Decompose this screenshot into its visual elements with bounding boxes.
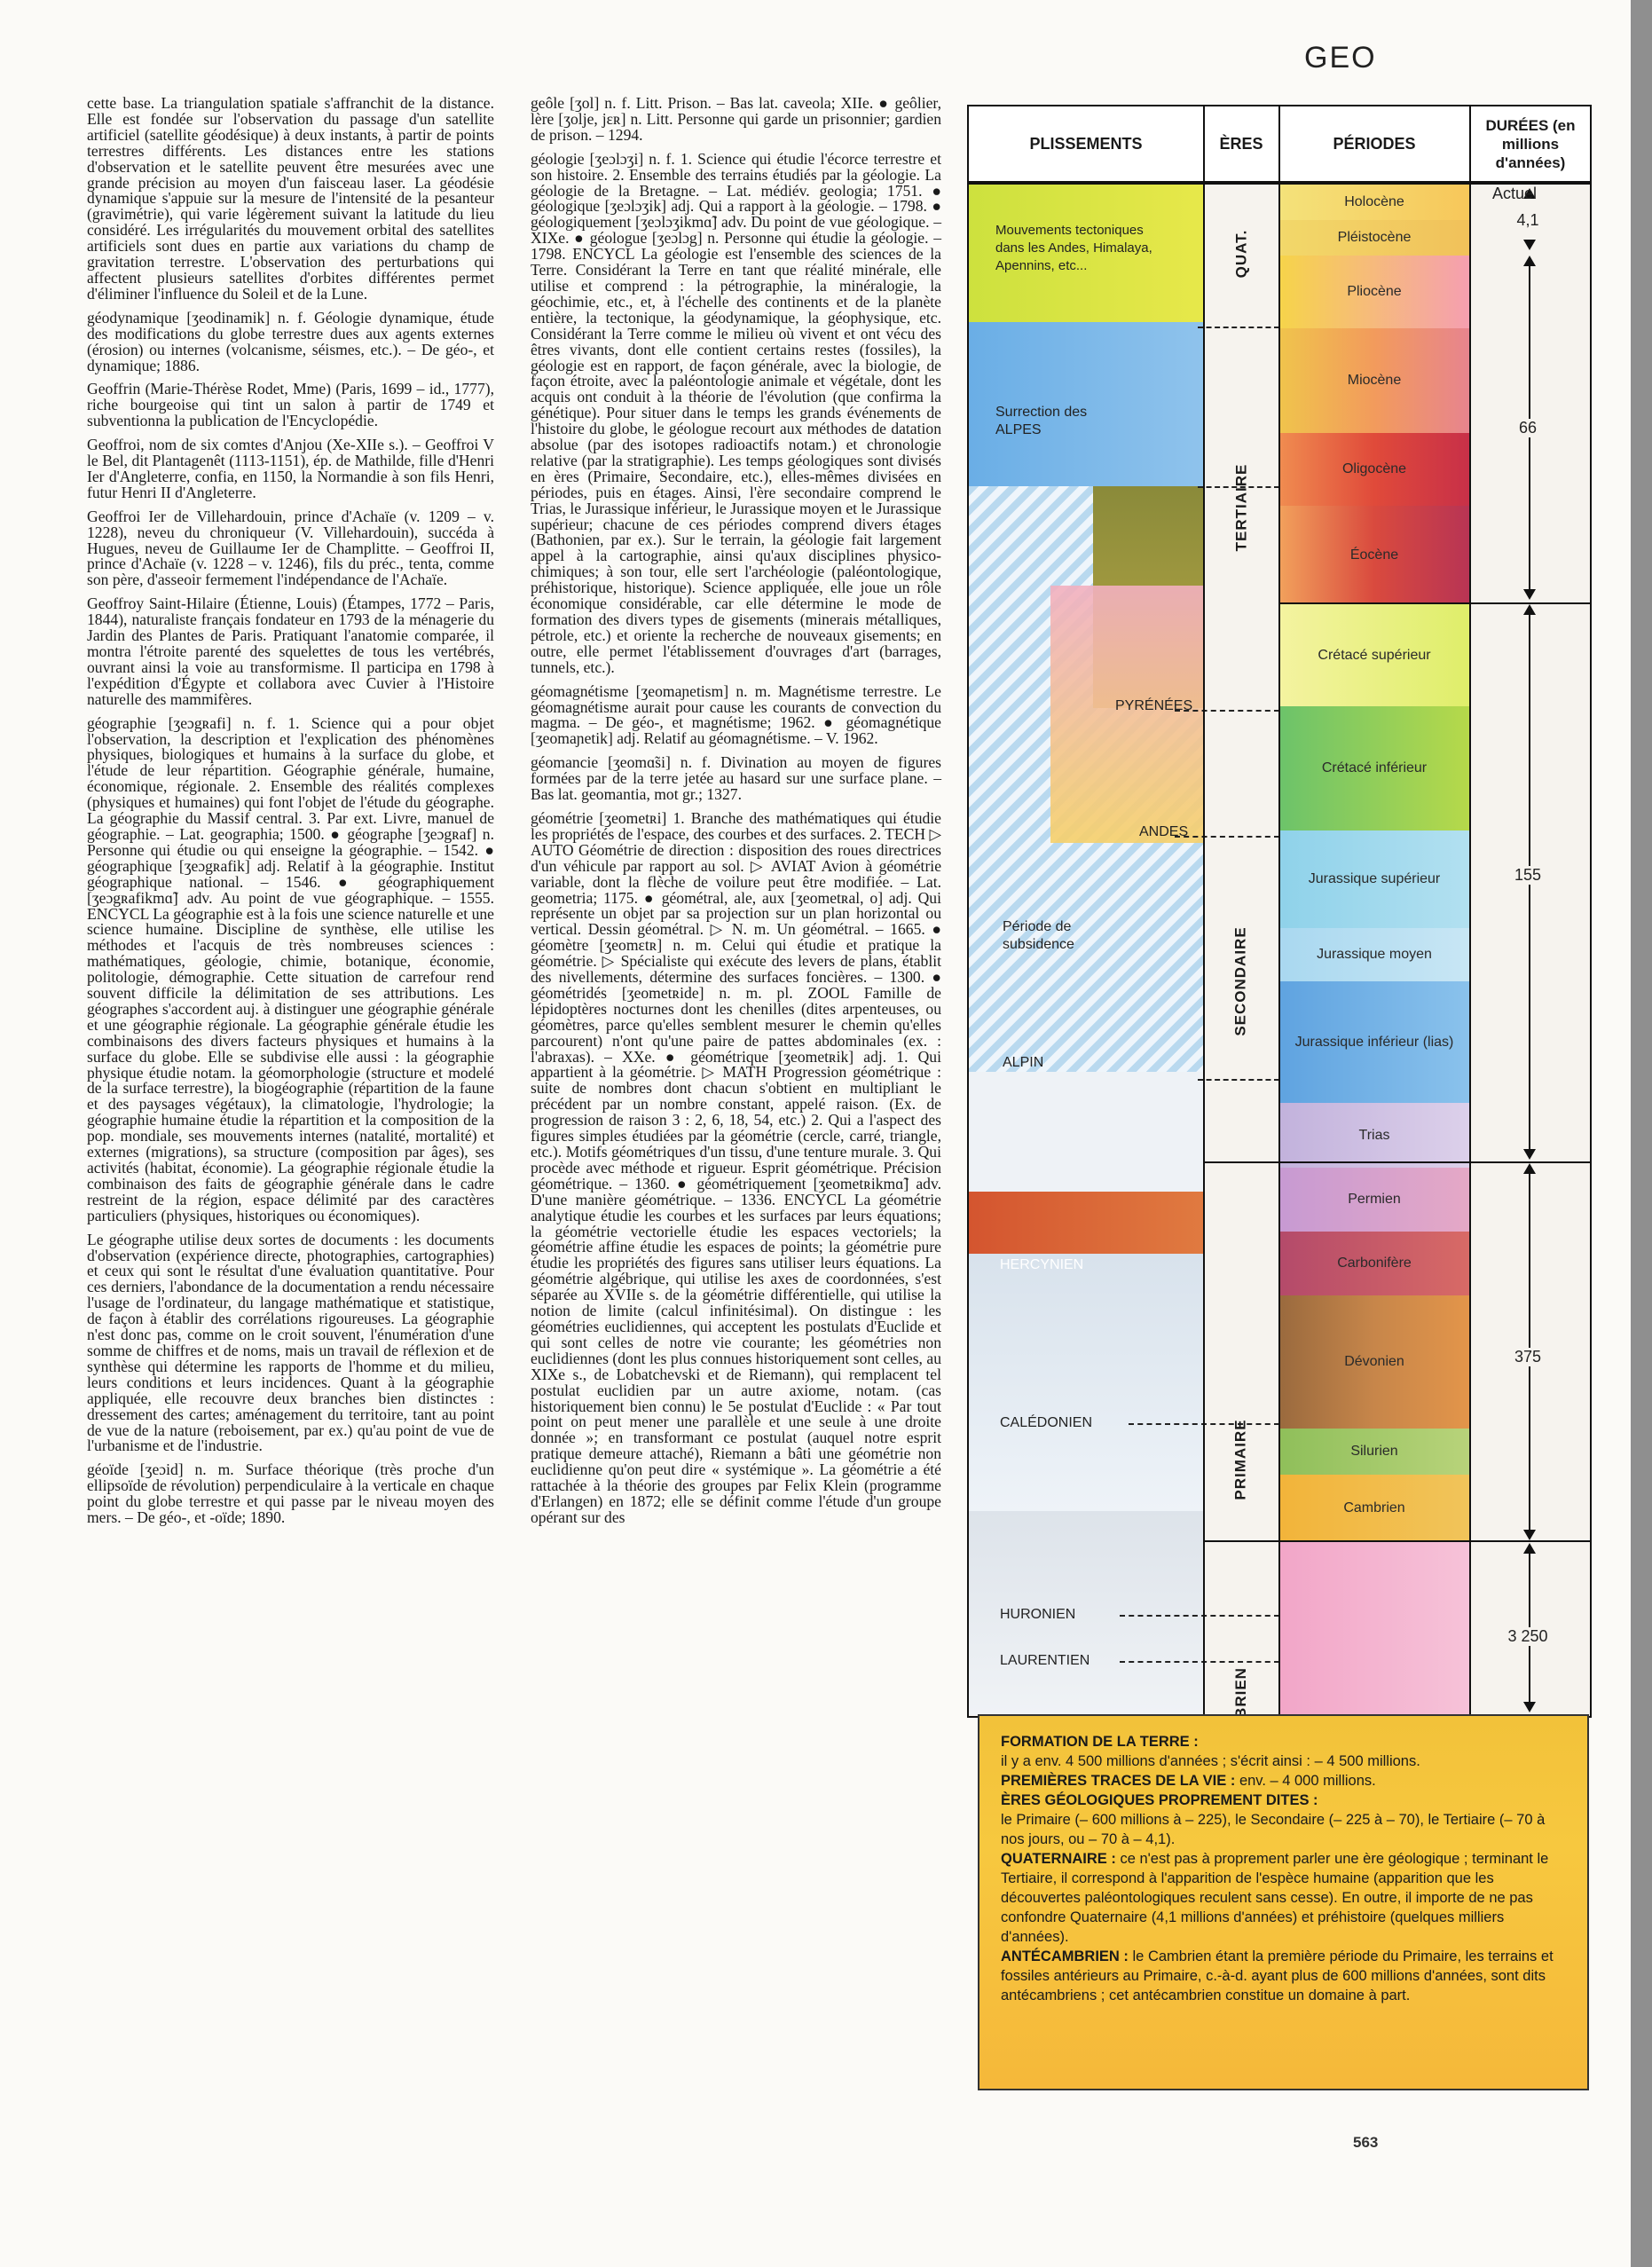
- label-subsidence: Période de subsidence: [1003, 919, 1074, 952]
- era-primaire: PRIMAIRE: [1232, 1419, 1249, 1500]
- entry-geodynamique: géodynamique [ʒeodinamik] n. f. Géologie dynamique, étude des modifications du globe terrestre dues aux agents externes (érosion) ou internes (volcanisme, séismes, etc.). – De géo-, et dynamique; 1886.: [87, 308, 494, 374]
- antecambrien-title: ANTÉCAMBRIEN :: [1001, 1948, 1129, 1964]
- arrow-down-icon: [1523, 240, 1536, 250]
- label-laurentien: LAURENTIEN: [1000, 1653, 1090, 1668]
- entry-geoffrin: Geoffrin (Marie-Thérèse Rodet, Mme) (Paris, 1699 – id., 1777), riche bourgeoise qui tint un salon à partir de 1749 et subventionna la publication de l'Encyclopédie.: [87, 380, 494, 430]
- traces-title: PREMIÈRES TRACES DE LA VIE :: [1001, 1773, 1236, 1789]
- period-oligocene: Oligocène: [1279, 433, 1469, 506]
- period-holocene: Holocène: [1279, 185, 1469, 220]
- label-alpin: ALPIN: [1003, 1055, 1044, 1070]
- text-column-1: [87, 96, 494, 1534]
- arrow-down-icon: [1523, 1702, 1536, 1712]
- period-eocene: Éocène: [1279, 506, 1469, 604]
- divider: [1204, 1540, 1590, 1542]
- period-jurassique-inferieur: Jurassique inférieur (lias): [1279, 981, 1469, 1103]
- eres-title: ÈRES GÉOLOGIQUES PROPREMENT DITES :: [1001, 1792, 1318, 1808]
- duration-secondaire: 155: [1501, 866, 1554, 885]
- label-hercynien: HERCYNIEN: [1000, 1257, 1084, 1272]
- entry-geoffroi-villehardouin: Geoffroi Ier de Villehardouin, prince d'Achaïe (v. 1209 – v. 1228), neveu du chroniqueur (V. Villehardouin), succéda à Hugues, neveu de Guillaume Ier de Champlitte. – Geoffroi II, prince d'Achaïe (v. 1228 – v. 1246), fils du préc., tenta, comme son père, d'asseoir fermement l'indépendance de l'Achaïe.: [87, 507, 494, 589]
- period-cretace-superieur: Crétacé supérieur: [1279, 604, 1469, 706]
- entry-geometrie: géométrie [ʒeometʀi] 1. Branche des mathématiques qui étudie les propriétés de l'espace, des courbes et des surfaces. 2. TECH ▷ AUTO Géométrie de direction : disposition des roues directrices d'un véhicule par rapport au sol. ▷ AVIAT Avion à géométrie variable, dont la flèche de voilure peut être modifiée. – Lat. geometria; 1175. ● géométral, ale, aux [ʒeometʀal, o] adj. Qui représente un objet par sa projection sur un plan horizontal ou vertical. Dessin géométral. ▷ N. m. Un géométral. – 1665. ● géomètre [ʒeomɛtʀ] n. m. Celui qui étudie et pratique la géométrie. ▷ Spécialiste qui exécute des levers de plans, établit des nivellements, détermine des surfaces foncières. – 1300. ● géométridés [ʒeometʀide] n. m. pl. ZOOL Famille de lépidoptères nocturnes dont les chenilles (dites arpenteuses, ou géomètres, parce qu'elles semblent mesurer le chemin qu'elles parcourent) n'ont qu'une paire de pattes abdominales (ex. : l'abraxas). – XXe. ● géométrique [ʒeometʀik] adj. 1. Qui appartient à la géométrie. ▷ MATH Progression géométrique : suite de nombres dont chacun s'obtient en multipliant le précédent par un nombre constant, appelé raison. (Ex. de progression de raison 3 : 2, 6, 18, 54, etc.) 2. Qui a l'aspect des figures simples étudiées par la géométrie (cercle, carré, triangle, etc.). Motifs géométriques d'un tissu, d'une tenture murale. 3. Qui procède avec méthode et rigueur. Esprit géométrique. Précision géométrique. – 1360. ● géométriquement [ʒeometʀikmɑ̃] adv. D'une manière géométrique. – 1336. ENCYCL La géométrie analytique étudie les courbes et les surfaces par leurs équations; la géométrie vectorielle étudie les espaces vectoriels; la géométrie affine étudie les espaces de points; la géométrie pure étudie les propriétés des figures sans utiliser leurs équations. La géométrie algébrique, qui utilise les axes de coordonnées, s'est séparée au XVIIe s. de la géométrie différentielle, qui utilise la notion de limite (calcul infinitésimal). On distingue : les géométries euclidiennes, qui acceptent les postulats d'Euclide et qui sont celles de notre vie courante; les géométries non euclidiennes (dont les plus connues historiquement sont celles, au XIXe s., de Lobatchevski et de Riemann), qui remplacent tel postulat euclidien par un autre axiome, notam. (cas historiquement bien connu) le 5e postulat d'Euclide : « Par tout point on peut mener une parallèle et une seule à une droite donnée »; en transformant ce postulat (auquel notre esprit pratique demeure attaché), Riemann a bâti une géométrie non euclidienne qu'on peut dire « systémique ». La géométrie a été rattachée à la théorie des groupes par Felix Klein (programme d'Erlangen) en 1872; elle se définit comme l'étude d'un groupe opérant sur des: [531, 808, 941, 1526]
- traces-text: env. – 4 000 millions.: [1239, 1773, 1376, 1789]
- label-alpes: Surrection des ALPES: [995, 405, 1088, 437]
- zone-hercynien: [969, 1192, 1203, 1254]
- era-tertiaire: TERTIAIRE: [1232, 463, 1250, 552]
- duration-line: [1529, 613, 1530, 1156]
- header-durees: DURÉES (en millions d'années): [1471, 106, 1590, 183]
- duration-tertiaire: 66: [1501, 419, 1554, 437]
- period-antecambrien-block: [1279, 1542, 1469, 1714]
- antecambrien-text: le Cambrien étant la première période du Primaire, les terrains et fossiles antérieurs au Primaire, c.-à-d. ayant plus de 600 millions d'années, sont dits antécambriens ; cet antécambrien constitue un domaine à part.: [1001, 1948, 1554, 2003]
- zone-caledonien: [969, 1254, 1203, 1511]
- running-head: GEO: [1304, 41, 1377, 75]
- label-andes: ANDES: [1139, 824, 1189, 839]
- entry-geoide: géoïde [ʒeɔid] n. m. Surface théorique (très proche d'un ellipsoïde de révolution) perpendiculaire à la verticale en chaque point du globe terrestre et qui passe par le niveau moyen des mers. – De géo-, et -oïde; 1890.: [87, 1460, 494, 1527]
- entry-geoffroy-saint-hilaire: Geoffroy Saint-Hilaire (Étienne, Louis) (Étampes, 1772 – Paris, 1844), naturaliste français fondateur en 1793 de la ménagerie du Jardin des Plantes de Paris. Pratiquant l'anatomie comparée, il montra l'étroite parenté des squelettes de tous les vertébrés, ouvrant ainsi la voie au transformisme. Il participa en 1798 à l'expédition d'Égypte et collabora avec Cuvier à l'Histoire naturelle des mammifères.: [87, 594, 494, 708]
- period-pliocene: Pliocène: [1279, 256, 1469, 328]
- geological-timescale-table: [967, 105, 1592, 1718]
- divider: [1279, 602, 1590, 604]
- formation-title: FORMATION DE LA TERRE :: [1001, 1734, 1199, 1750]
- period-cretace-inferieur: Crétacé inférieur: [1279, 706, 1469, 830]
- duration-primaire: 375: [1501, 1348, 1554, 1366]
- duration-quaternaire: 4,1: [1516, 211, 1539, 229]
- info-box: [978, 1714, 1589, 2090]
- text-column-2: [531, 96, 941, 1534]
- period-cambrien: Cambrien: [1279, 1475, 1469, 1542]
- entry-geomancie: géomancie [ʒeomɑ̃si] n. f. Divination au moyen de figures formées par de la terre jetée au hasard sur une surface plane. – Bas lat. geomantia, mot gr.; 1327.: [531, 753, 941, 804]
- period-permien: Permien: [1279, 1168, 1469, 1232]
- period-jurassique-moyen: Jurassique moyen: [1279, 928, 1469, 981]
- arrow-down-icon: [1523, 589, 1536, 600]
- label-huronien: HURONIEN: [1000, 1607, 1076, 1622]
- page-edge-shadow: [1631, 0, 1652, 2267]
- duration-actuel: Actuel: [1492, 185, 1538, 202]
- entry-geographie: géographie [ʒeɔgʀafi] n. f. 1. Science qui a pour objet l'observation, la description et l'explication des phénomènes physiques, biologiques et humains à la surface du globe, et l'étude de leur répartition. Géographie générale, humaine, économique, régionale. 2. Ensemble des réalités complexes (physiques et humaines) qui font l'objet de l'étude du géographe. La géographie du Massif central. 3. Par ext. Livre, manuel de géographie. – Lat. geographia; 1500. ● géographe [ʒeɔgʀaf] n. Personne qui étudie ou qui enseigne la géographie. – 1542. ● géographique [ʒeɔgʀafik] adj. Relatif à la géographie. Institut géographique national. – 1546. ● géographiquement [ʒeɔgʀafikmɑ̃] adv. Au point de vue géographique. – 1555. ENCYCL La géographie est à la fois une science naturelle et une science humaine. Discipline de synthèse, elle utilise les méthodes et l'acquis de très nombreuses sciences : mathématiques, géologie, chimie, botanique, économie, politologie, démographie. Cette situation de carrefour rend souvent difficile la délimitation de ses attributions. Les géographes s'accordent auj. à distinguer une géographie générale et une géographie régionale. La géographie générale étudie les combinaisons des divers facteurs physiques et humains à la surface du globe. Elle se subdivise elle aussi : la géographie physique étudie notam. la géomorphologie (structure et modelé de la surface terrestre), la biogéographie (répartition de la faune et des paysages végétaux), la climatologie, l'hydrologie; la géographie humaine étudie la répartition et la composition de la pop. mondiale, ses mouvements internes (natalité, mortalité) et externes (migrations), sa structure (composition par âges), ses activités (habitat, économie). La géographie régionale étudie la combinaison des faits de géographie générale dans le cadre restreint de la région, espace délimité par des caractères particuliers (physiques, historiques ou économiques).: [87, 713, 494, 1224]
- entry-geole: geôle [ʒol] n. f. Litt. Prison. – Bas lat. caveola; XIIe. ● geôlier, lère [ʒolje, jɛʀ] n. Litt. Personne qui garde un prisonnier; gardien de prison. – 1294.: [531, 94, 941, 144]
- period-carbonifere: Carbonifère: [1279, 1232, 1469, 1295]
- arrow-down-icon: [1523, 1149, 1536, 1160]
- entry-geoffroi: Geoffroi, nom de six comtes d'Anjou (Xe-XIIe s.). – Geoffroi V le Bel, dit Plantagenêt (1113-1151), ép. de Mathilde, fille d'Henri Ier d'Angleterre, confia, en 1150, la Normandie à son fils Henri, futur Henri II d'Angleterre.: [87, 436, 494, 501]
- label-quat-tectonics: Mouvements tectoniques dans les Andes, Himalaya, Apennins, etc...: [995, 223, 1152, 273]
- arrow-down-icon: [1523, 1530, 1536, 1540]
- period-miocene: Miocène: [1279, 328, 1469, 433]
- header-plissements: PLISSEMENTS: [969, 106, 1203, 183]
- entry-geologie: géologie [ʒeɔlɔʒi] n. f. 1. Science qui étudie l'écorce terrestre et son histoire. 2. Ensemble des terrains étudiés par la géologie. La géologie de la Bretagne. – Lat. médiév. geologia; 1751. ● géologique [ʒeɔlɔʒik] adj. Qui a rapport à la géologie. – 1798. ● géologiquement [ʒeɔlɔʒikmɑ̃] adv. Du point de vue géologique. – XIXe. ● géologue [ʒeɔlɔg] n. Personne qui étudie la géologie. – 1798. ENCYCL La géologie est l'ensemble des sciences de la Terre. Considérant la Terre en tant que réalité minérale, elle utilise et comprend : la pétrographie, la minéralogie, la géochimie, etc., et, à l'échelle des continents et de la planète entière, la tectonique, la géodynamique, la géophysique, etc. Considérant la Terre comme le milieu où vivent et ont vécu des êtres vivants, dont elle contient certains restes (fossiles), la géologie est en rapport, de façon générale, avec la biologie, de façon étroite, avec la paléontologie animale et végétale, dont les acquis ont conduit à la théorie de l'évolution (que confirma la génétique). Pour situer dans le temps les grands événements de l'histoire du globe, le géologue recourt aux méthodes de datation absolue (par des isotopes radioactifs notam.) et chronologie relative (par la stratigraphie). Les temps géologiques sont divisés en ères (Primaire, Secondaire, etc.), elles-mêmes divisées en périodes, puis en étages. Ainsi, l'ère secondaire comprend le Trias, le Jurassique inférieur, le Jurassique moyen et le Jurassique supérieur; chacune de ces périodes comprend divers étages (Bathonien, par ex.). Sur le terrain, la géologie fait largement appel à la cartographie, ainsi qu'aux disciplines physico-chimiques; à son tour, elle sert l'archéologie (paléontologique, préhistorique, historique). Science appliquée, elle joue un rôle économique considérable, car elle détermine le mode de formation des divers types de gisements (minerais métalliques, pétrole, etc.) et oriente la recherche de nouveaux gisements; en outre, elle permet l'établissement d'ouvrages d'art (barrages, tunnels, etc.).: [531, 149, 941, 676]
- formation-text: il y a env. 4 500 millions d'années ; s'écrit ainsi : – 4 500 millions.: [1001, 1753, 1420, 1769]
- label-pyrenees: PYRÉNÉES: [1115, 698, 1193, 713]
- entry-geomagnetisme: géomagnétisme [ʒeomaɲetism] n. m. Magnétisme terrestre. Le géomagnétisme aurait pour cause les courants de convection du magma. – De géo-, et magnétisme; 1962. ● géomagnétique [ʒeomaɲetik] adj. Relatif au géomagnétisme. – V. 1962.: [531, 681, 941, 748]
- period-jurassique-superieur: Jurassique supérieur: [1279, 830, 1469, 928]
- period-pleistocene: Pléistocène: [1279, 220, 1469, 256]
- duration-antecambrien: 3 250: [1494, 1627, 1562, 1646]
- period-silurien: Silurien: [1279, 1429, 1469, 1475]
- column-line: [1278, 106, 1280, 1714]
- period-devonien: Dévonien: [1279, 1295, 1469, 1429]
- label-caledonien: CALÉDONIEN: [1000, 1415, 1093, 1430]
- zone-blank: [969, 1072, 1203, 1192]
- header-periodes: PÉRIODES: [1279, 106, 1469, 183]
- eres-text: le Primaire (– 600 millions à – 225), le Secondaire (– 225 à – 70), le Tertiaire (– 70 à nos jours, ou – 70 à – 4,1).: [1001, 1812, 1546, 1847]
- column-line: [1469, 106, 1471, 1714]
- header-eres: ÈRES: [1204, 106, 1278, 183]
- period-trias: Trias: [1279, 1103, 1469, 1168]
- paragraph: Le géographe utilise deux sortes de documents : les documents d'observation (expérience directe, photographies, cartographies) et ceux qui sont le résultat d'une évaluation quantitative. Pour ces derniers, l'abondance de la documentation a rendu nécessaire l'usage de l'ordinateur, du langage mathématique et statistique, de façon à établir des corrélations rigoureuses. La géographie n'est donc pas, comme on le croit souvent, l'énumération d'une somme de chiffres et de noms, mais un travail de réflexion et de synthèse qui détermine les rapports de l'homme et du milieu, leurs conditions et leurs incidences. Quant à la géographie appliquée, elle recouvre deux branches bien distinctes : dressement des cartes; aménagement du territoire, tant au point de vue de la nature (reboisement, par ex.) qu'au point de vue de l'urbanisme et de l'industrie.: [87, 1230, 494, 1455]
- quaternaire-text: ce n'est pas à proprement parler une ère géologique ; terminant le Tertiaire, il correspond à l'apparition de l'espèce humaine (apparition que les découvertes paléontologiques reculent sans cesse). En outre, il importe de ne pas confondre Quaternaire (4,1 millions d'années) et préhistoire (quelques milliers d'années).: [1001, 1851, 1549, 1945]
- quaternaire-title: QUATERNAIRE :: [1001, 1851, 1116, 1867]
- column-line: [1203, 106, 1205, 1714]
- era-secondaire: SECONDAIRE: [1232, 926, 1250, 1036]
- era-quaternaire: QUAT.: [1232, 229, 1249, 278]
- paragraph: cette base. La triangulation spatiale s'affranchit de la distance. Elle est fondée sur l'observation du passage d'un satellite artificiel (satellite géodésique) à deux instants, à partir de points terrestres différents. Les distances entre les stations d'observation et le satellite peuvent être mesurées avec une grande précision au moyen d'un faisceau laser. La géodésie dynamique s'appuie sur la mesure de l'intensité de la pesanteur (gravimétrie), qui varie légèrement suivant la latitude du lieu considéré. Les irrégularités du mouvement orbital des satellites artificiels sont dues en partie aux variations du champ de gravitation terrestre. L'observation des perturbations qui affectent plusieurs satellites d'orbites différentes permet d'éliminer l'influence du Soleil et de la Lune.: [87, 94, 494, 303]
- page-number: 563: [1353, 2134, 1379, 2151]
